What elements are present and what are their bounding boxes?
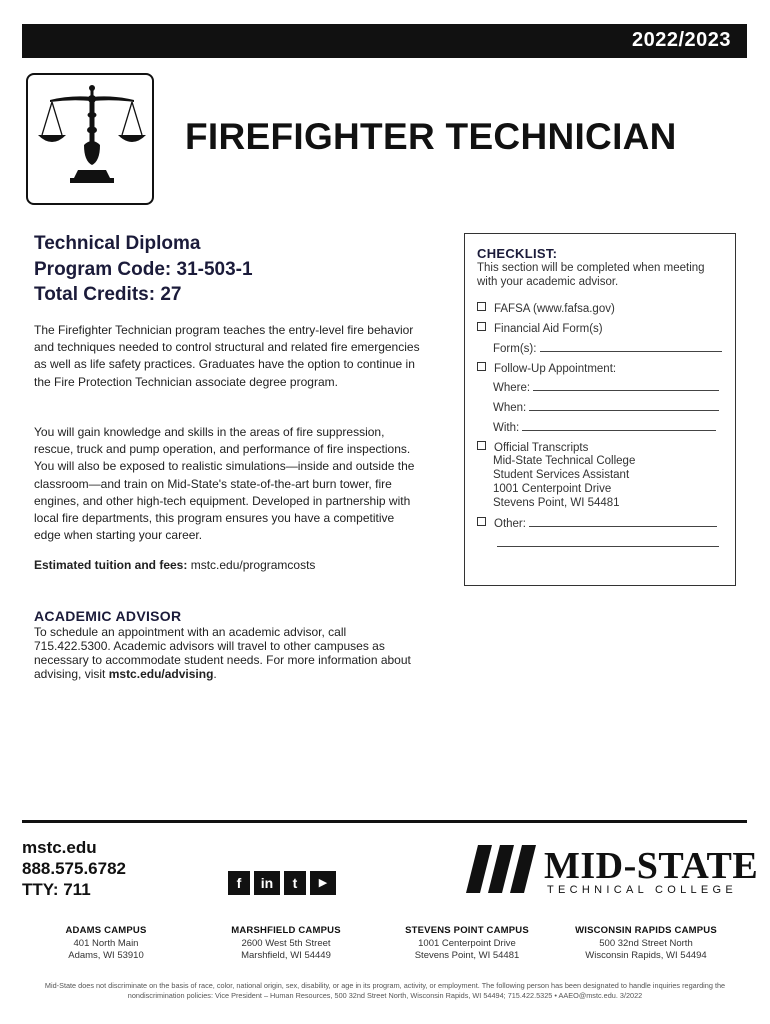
checklist-item-label: Official Transcripts xyxy=(494,442,589,454)
brand-subtitle: TECHNICAL COLLEGE xyxy=(547,884,738,896)
when-label: When: xyxy=(493,402,527,414)
mid-state-logo-icon xyxy=(466,843,542,895)
other-blank-2[interactable] xyxy=(497,537,719,550)
checklist-item-label: Other: xyxy=(494,518,526,530)
where-blank[interactable] xyxy=(533,381,719,391)
checkbox-icon[interactable] xyxy=(477,302,486,311)
campus-marshfield xyxy=(196,925,376,963)
checklist-item-fafsa[interactable] xyxy=(477,302,615,315)
when-blank[interactable] xyxy=(529,401,719,411)
checklist-item-other[interactable] xyxy=(477,517,717,530)
transcripts-address-1: Mid-State Technical College xyxy=(493,455,636,467)
when-field[interactable] xyxy=(493,401,719,414)
forms-blank[interactable] xyxy=(540,342,722,352)
program-code: Program Code: 31-503-1 xyxy=(34,259,253,280)
footer-phone[interactable]: 888.575.6782 xyxy=(22,859,126,878)
campus-city: Adams, WI 53910 xyxy=(68,950,144,961)
total-credits: Total Credits: 27 xyxy=(34,284,182,305)
checklist-item-financial-aid[interactable] xyxy=(477,322,603,335)
campus-name: MARSHFIELD CAMPUS xyxy=(231,925,341,936)
advisor-heading: ACADEMIC ADVISOR xyxy=(34,608,182,624)
with-blank[interactable] xyxy=(522,421,716,431)
checklist-item-label: FAFSA (www.fafsa.gov) xyxy=(494,303,615,315)
footer-divider xyxy=(22,820,747,823)
program-title: FIREFIGHTER TECHNICIAN xyxy=(185,116,677,157)
brand-name: MID-STATE xyxy=(544,845,759,887)
tuition-label: Estimated tuition and fees: xyxy=(34,558,188,572)
campus-wisconsin-rapids xyxy=(556,925,736,963)
campus-name: ADAMS CAMPUS xyxy=(65,925,147,936)
campus-name: STEVENS POINT CAMPUS xyxy=(405,925,529,936)
campus-city: Stevens Point, WI 54481 xyxy=(414,950,520,961)
tuition-line xyxy=(34,558,315,572)
advising-link[interactable]: mstc.edu/advising xyxy=(108,667,214,681)
footer-website[interactable]: mstc.edu xyxy=(22,838,97,857)
youtube-icon[interactable]: ▶ xyxy=(310,871,336,895)
campus-name: WISCONSIN RAPIDS CAMPUS xyxy=(575,925,717,936)
year-label: 2022/2023 xyxy=(631,29,731,51)
forms-label: Form(s): xyxy=(493,343,537,355)
nondiscrimination-disclaimer: Mid-State does not discriminate on the basis of race, color, national origin, sex, disability, or age in its program, activity, or employment. The following person has been designated to handle inquiries regarding the nondiscrimination policies: Vice President – Human Resources, 500 32nd Street North, Wisconsin Rapids, WI 54494; 715.422.5325 • AAEO@mstc.edu. 3/2022 xyxy=(44,981,726,1000)
checklist-item-label: Financial Aid Form(s) xyxy=(494,323,603,335)
checklist-box xyxy=(464,233,736,586)
checkbox-icon[interactable] xyxy=(477,322,486,331)
campus-address: 2600 West 5th Street xyxy=(241,937,331,949)
forms-field[interactable] xyxy=(493,342,722,355)
program-description-2: You will gain knowledge and skills in the areas of fire suppression, rescue, truck and pump operation, and performance of fire inspections. You will also be exposed to realistic simulations—inside and outside the classroom—and train on Mid-State's state-of-the-art burn tower, fire engines, and other high-tech equipment. Developed in partnership with local fire departments, this program ensures you have a competitive edge when starting your career. xyxy=(34,425,415,543)
program-description-1: The Firefighter Technician program teaches the entry-level fire behavior and techniques needed to control structural and related fire emergencies as well as life safety practices. Graduates have the option to continue in the Fire Protection Technician associate degree program. xyxy=(34,323,420,389)
credential-type: Technical Diploma xyxy=(34,233,201,254)
advisor-body: To schedule an appointment with an academic advisor, call 715.422.5300. Academic advisors will travel to other campuses as necessary to accommodate student needs. For more information about advising, visit xyxy=(34,625,411,681)
campus-city: Wisconsin Rapids, WI 54494 xyxy=(585,950,707,961)
facebook-icon[interactable]: f xyxy=(228,871,250,895)
advisor-text xyxy=(34,625,414,681)
scales-of-justice-icon xyxy=(28,75,152,203)
campus-address: 401 North Main xyxy=(73,937,139,949)
program-icon-box xyxy=(26,73,154,205)
with-label: With: xyxy=(493,422,520,434)
linkedin-icon[interactable]: in xyxy=(254,871,280,895)
campus-city: Marshfield, WI 54449 xyxy=(241,950,331,961)
other-blank[interactable] xyxy=(529,517,717,527)
checklist-item-follow-up[interactable] xyxy=(477,362,616,375)
checklist-item-transcripts[interactable] xyxy=(477,441,588,454)
twitter-icon[interactable]: t xyxy=(284,871,306,895)
campus-stevens-point xyxy=(377,925,557,963)
where-label: Where: xyxy=(493,382,531,394)
advisor-end: . xyxy=(213,667,217,681)
footer-tty: TTY: 711 xyxy=(22,880,91,899)
year-bar xyxy=(22,24,747,58)
campus-address: 1001 Centerpoint Drive xyxy=(418,937,516,949)
other-blank-line[interactable] xyxy=(497,537,719,547)
transcripts-address-3: 1001 Centerpoint Drive xyxy=(493,483,612,495)
tuition-link[interactable]: mstc.edu/programcosts xyxy=(190,558,316,572)
checkbox-icon[interactable] xyxy=(477,362,486,371)
transcripts-address-2: Student Services Assistant xyxy=(493,469,630,481)
checkbox-icon[interactable] xyxy=(477,441,486,450)
checklist-item-label: Follow-Up Appointment: xyxy=(494,363,617,375)
checklist-heading: CHECKLIST: xyxy=(477,246,558,261)
campus-adams xyxy=(16,925,196,963)
where-field[interactable] xyxy=(493,381,719,394)
checkbox-icon[interactable] xyxy=(477,517,486,526)
checklist-intro: This section will be completed when meeting with your academic advisor. xyxy=(477,262,705,289)
campus-address: 500 32nd Street North xyxy=(599,937,693,949)
with-field[interactable] xyxy=(493,421,716,434)
transcripts-address-4: Stevens Point, WI 54481 xyxy=(493,497,620,509)
